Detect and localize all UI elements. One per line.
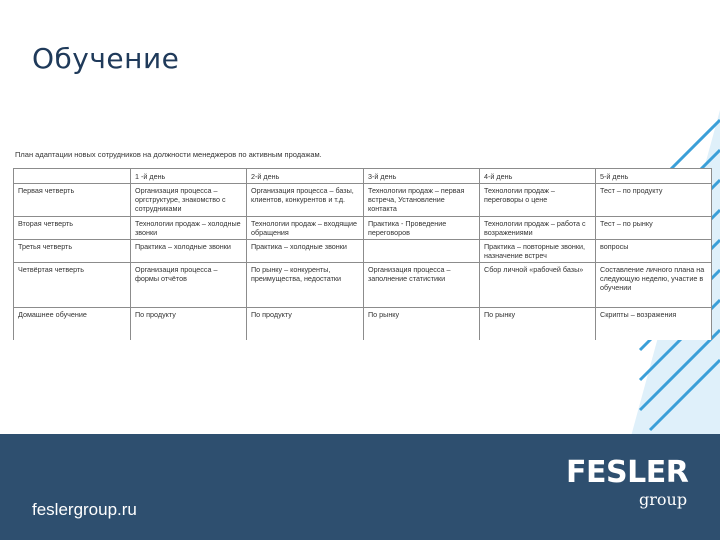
table-header-cell: 3-й день [364, 169, 480, 184]
row-label: Третья четверть [14, 240, 131, 263]
table-cell: Практика - Проведение переговоров [364, 217, 480, 240]
table-cell: Тест – по рынку [596, 217, 712, 240]
table-cell: По продукту [131, 308, 247, 341]
table-cell: Технологии продаж – переговоры о цене [480, 184, 596, 217]
row-label: Четвёртая четверть [14, 263, 131, 308]
table-header-cell [14, 169, 131, 184]
brand-subtitle: group [639, 490, 688, 509]
table-row [14, 217, 712, 240]
brand-name: FESLER [566, 455, 689, 490]
table-header-cell: 2-й день [247, 169, 364, 184]
table-row [14, 263, 712, 308]
table-cell: Практика – холодные звонки [131, 240, 247, 263]
table-cell: Организация процесса – формы отчётов [131, 263, 247, 308]
row-label: Домашнее обучение [14, 308, 131, 341]
brand-logo [566, 455, 689, 509]
table-header-cell: 4-й день [480, 169, 596, 184]
table-cell: Сбор личной «рабочей базы» [480, 263, 596, 308]
row-label: Первая четверть [14, 184, 131, 217]
table-cell [364, 240, 480, 263]
table-cell: Технологии продаж – первая встреча, Установление контакта [364, 184, 480, 217]
table-cell: Организация процесса – базы, клиентов, конкурентов и т.д. [247, 184, 364, 217]
table-cell: Технологии продаж – холодные звонки [131, 217, 247, 240]
table-cell: По продукту [247, 308, 364, 341]
table-header-row [14, 169, 712, 184]
table-header-cell: 1 -й день [131, 169, 247, 184]
table-row [14, 184, 712, 217]
table-cell: Составление личного плана на следующую неделю, участие в обучении [596, 263, 712, 308]
table-cell: вопросы [596, 240, 712, 263]
table-cell: Технологии продаж – входящие обращения [247, 217, 364, 240]
document-caption: План адаптации новых сотрудников на должности менеджеров по активным продажам. [15, 150, 322, 159]
row-label: Вторая четверть [14, 217, 131, 240]
website-link[interactable]: feslergroup.ru [32, 500, 137, 519]
table-cell: По рынку – конкуренты, преимущества, недостатки [247, 263, 364, 308]
footer-bar [0, 434, 720, 540]
table-cell: Тест – по продукту [596, 184, 712, 217]
table-cell: Практика – холодные звонки [247, 240, 364, 263]
table-cell: Технологии продаж – работа с возражениями [480, 217, 596, 240]
table-cell: Организация процесса – заполнение статистики [364, 263, 480, 308]
table-cell: Скрипты – возражения [596, 308, 712, 341]
table-cell: Организация процесса – оргструктуре, знакомство с сотрудниками [131, 184, 247, 217]
table-cell: Практика – повторные звонки, назначение встреч [480, 240, 596, 263]
table-header-cell: 5-й день [596, 169, 712, 184]
adaptation-plan-table [13, 168, 712, 340]
table-row [14, 308, 712, 341]
table-cell: По рынку [364, 308, 480, 341]
table-cell: По рынку [480, 308, 596, 341]
page-title: Обучение [32, 42, 180, 75]
table-row [14, 240, 712, 263]
